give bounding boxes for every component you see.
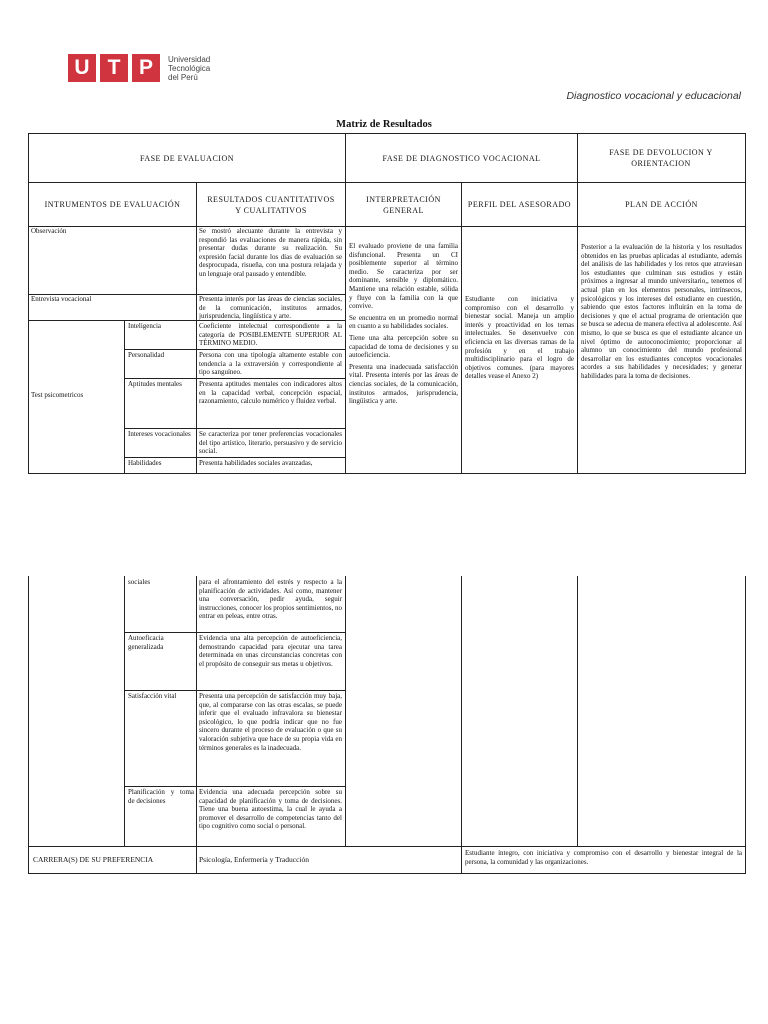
table-line: [196, 182, 197, 474]
row-label-habilidades: Habilidades: [128, 459, 162, 467]
logo-letter-t: T: [100, 54, 128, 82]
interpretacion-paragraph: Presenta una inadecuada satisfacción vital. Presenta interés por las áreas de ciencias sociales, de la comunicación, institutos armados, jurisprudencia, lingüística y arte.: [349, 362, 458, 406]
row-label-inteligencia: Inteligencia: [128, 322, 162, 330]
row-label-satisfaccion: Satisfacción vital: [128, 692, 177, 700]
table-line: [28, 873, 746, 874]
table-line: [124, 320, 125, 474]
result-inteligencia: Coeficiente intelectual correspondiente a la categoría de POSIBLEMENTE SUPERIOR AL TÉRMINO MEDIO.: [199, 322, 342, 348]
table-line: [28, 320, 346, 321]
interpretacion-paragraph: Tiene una alta percepción sobre su capacidad de toma de decisiones y su autoeficiencia.: [349, 333, 458, 360]
table-line: [124, 457, 346, 458]
interpretacion-general-text: [349, 242, 458, 452]
result-autoeficacia: Evidencia una alta percepción de autoeficiencia, demostrando capacidad para ejecutar una tarea determinada en unas circunstancias concretas con el propósito de conseguir sus metas u objetivos.: [199, 634, 342, 668]
row-label-entrevista: Entrevista vocacional: [31, 295, 92, 303]
row-label-personalidad: Personalidad: [128, 351, 165, 359]
interpretacion-paragraph: El evaluado proviene de una familia disfuncional. Presenta un CI posiblemente superior al término medio. Se caracteriza por ser dominante, sensible y diplomático. Mantiene una relación estable, sólida y fluye con la familia con la que convive.: [349, 242, 458, 311]
logo-line-1: Universidad: [168, 54, 211, 64]
result-aptitudes: Presenta aptitudes mentales con indicadores altos en la capacidad verbal, concepción espacial, razonamiento, calculo numérico y fluidez verbal.: [199, 380, 342, 406]
page-title: Matriz de Resultados: [336, 119, 432, 130]
result-sociales: para el afrontamiento del estrés y respecto a la planificación de actividades. Así como, mantener una conversación, pedir ayuda, seguir instrucciones, conocer los propios sentimientos, no entrar en peleas, entre otras.: [199, 578, 342, 621]
result-intereses: Se caracteriza por tener preferencias vocacionales del tipo artístico, literario, persuasivo y de servicio social.: [199, 430, 342, 456]
column-header-resultados: RESULTADOS CUANTITATIVOS Y CUALITATIVOS: [207, 194, 335, 215]
phase-devolucion-header: FASE DE DEVOLUCION Y ORIENTACION: [609, 148, 713, 168]
row-label-observacion: Observación: [31, 227, 67, 235]
carrera-profile-text: Estudiante íntegro, con iniciativa y compromiso con el desarrollo y bienestar integral de la persona, la comunidad y las organizaciones.: [465, 849, 742, 866]
table-line: [745, 133, 746, 474]
table-line: [345, 576, 346, 847]
table-line: [28, 226, 746, 227]
column-header-plan: PLAN DE ACCIÓN: [625, 200, 698, 209]
table-line: [577, 576, 578, 847]
table-line: [28, 473, 746, 474]
table-line: [28, 846, 746, 847]
logo-letter-u: U: [68, 54, 96, 82]
document-subtitle: Diagnostico vocacional y educacional: [566, 90, 741, 102]
table-line: [124, 690, 346, 691]
table-line: [124, 576, 125, 847]
result-satisfaccion: Presenta una percepción de satisfacción muy baja, que, al compararse con las otras escalas, se puede inferir que el evaluado infravalora su bienestar psicológico, lo que podría indicar que no fue sincero durante el proceso de evaluación o que su valoración subjetiva que hace de su propia vida en términos generales es la inadecuada.: [199, 692, 342, 752]
table-line: [745, 576, 746, 874]
perfil-asesorado-text: Estudiante con iniciativa y compromiso con el desarrollo y bienestar social. Maneja un amplio interés y proactividad en los temas intelectuales. Se desenvuelve con eficiencia en las diversas ramas de la profesión y en el trabajo multidisciplinario para el logro de objetivos comunes. (para mayores detalles vease el Anexo 2): [465, 295, 574, 381]
row-label-planificacion: Planificación y toma de decisiones: [128, 788, 194, 805]
table-line: [124, 428, 346, 429]
phase-evaluacion-header: FASE DE EVALUACION: [139, 153, 235, 163]
result-entrevista: Presenta interés por las áreas de ciencias sociales, de la comunicación, institutos armados, jurisprudencia, lingüística y arte.: [199, 295, 342, 320]
row-label-carrera: CARRERA(S) DE SU PREFERENCIA: [33, 856, 154, 864]
result-planificacion: Evidencia una adecuada percepción sobre su capacidad de planificación y toma de decisiones. Tiene una buena autoestima, la cual le ayuda a promover el desarrollo de competencias tanto del tipo cognitivo como social o personal.: [199, 788, 342, 831]
row-label-sociales: sociales: [128, 578, 151, 586]
result-habilidades: Presenta habilidades sociales avanzadas,: [199, 459, 313, 467]
result-observacion: Se mostró alecuante durante la entrevista y respondió las evaluaciones de manera rápida, sin presentar dudas durante su realización. Su expresión facial durante los días de evaluación se desprocupada, risueña, con una postura relajada y un lenguaje oral pausado y entendible.: [199, 227, 342, 278]
table-line: [345, 133, 346, 474]
row-label-intereses: Intereses vocacionales: [128, 430, 191, 438]
column-header-interpretacion: INTERPRETACIÓN GENERAL: [366, 194, 441, 215]
table-line: [124, 378, 346, 379]
logo-university-name: [168, 55, 210, 82]
phase-diagnostico-header: FASE DE DIAGNOSTICO VOCACIONAL: [382, 153, 541, 163]
row-label-test-psicometricos: Test psicometricos: [31, 391, 84, 399]
table-line: [124, 349, 346, 350]
row-label-aptitudes: Aptitudes mentales: [128, 380, 182, 388]
logo-line-3: del Perú: [168, 72, 198, 82]
result-personalidad: Persona con una tipología altamente estable con tendencia a la extraversión y correspondiente al tipo sanguíneo.: [199, 351, 342, 377]
logo-letter-p: P: [132, 54, 160, 82]
column-header-instrumentos: INTRUMENTOS DE EVALUACIÓN: [44, 200, 181, 209]
plan-de-accion-text: Posterior a la evaluación de la historia y los resultados obtenidos en las pruebas aplicadas al estudiante, además del análisis de las habilidades y los retos que atraviesan los estudiantes que culminan sus estudios y están próximos a ingresar al mundo universitario,, tenemos el actual plan en los elementos personales, intrínsecos, psicológicos y los intereses del estudiante en cuestión, sabiendo que estos factores influirán en la toma de decisiones y que el actual programa de orientación que se busca se adecua de manera efectiva al adolescente. Así mismo, lo que se busca es que el estudiante alcance un nivel óptimo de autoconocimiento; proporcionar al alumno un conocimiento del mundo profesional desarrollar en los estudiantes conceptos vocacionales acordes a sus habilidades y necesidades; y generar habilidades para la toma de decisiones.: [581, 243, 742, 380]
interpretacion-paragraph: Se encuentra en un promedio normal en cuanto a su habilidades sociales.: [349, 313, 458, 331]
utp-logo: [68, 53, 210, 83]
table-line: [124, 786, 346, 787]
table-line: [124, 632, 346, 633]
column-header-perfil: PERFIL DEL ASESORADO: [467, 200, 572, 209]
table-line: [461, 576, 462, 874]
row-label-autoeficacia: Autoeficacia generalizada: [128, 634, 164, 651]
logo-line-2: Tecnológica: [168, 63, 211, 73]
table-line: [28, 576, 29, 874]
carrera-value: Psicología, Enfermería y Traducción: [199, 856, 309, 864]
table-line: [196, 576, 197, 874]
